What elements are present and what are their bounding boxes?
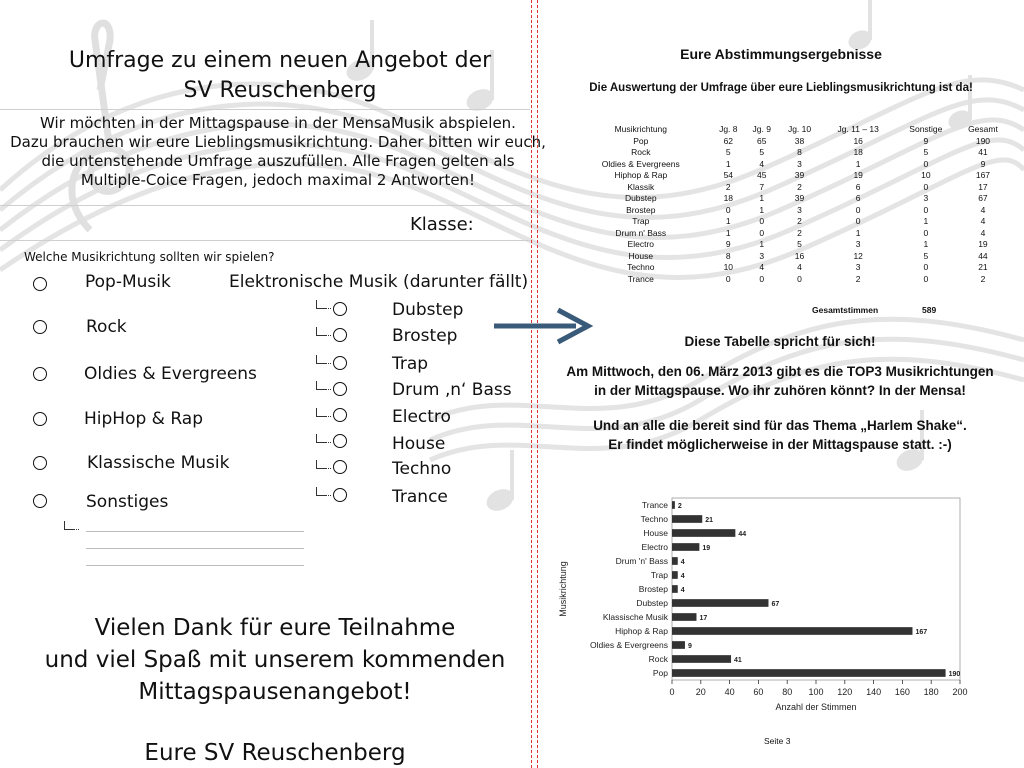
table-header: Jg. 11 – 13 bbox=[837, 123, 879, 134]
option-label-oldies: Oldies & Evergreens bbox=[84, 364, 257, 384]
bar-data-label: 190 bbox=[948, 671, 961, 678]
x-tick-label: 40 bbox=[724, 687, 735, 697]
sub-radio-dnb[interactable] bbox=[333, 382, 347, 396]
table-cell: 10 bbox=[723, 262, 734, 273]
table-cell: 4 bbox=[980, 204, 986, 215]
table-cell: 17 bbox=[978, 181, 988, 192]
announcement-line: Am Mittwoch, den 06. März 2013 gibt es die TOP3 Musikrichtungen bbox=[566, 364, 994, 379]
sub-radio-techno[interactable] bbox=[333, 460, 347, 474]
harlem-note bbox=[536, 416, 1024, 454]
table-cell: 1 bbox=[759, 193, 765, 204]
table-cell: 2 bbox=[797, 181, 802, 192]
table-row bbox=[570, 181, 1010, 193]
bar bbox=[672, 529, 735, 537]
table-row bbox=[570, 170, 1010, 182]
x-tick-label: 180 bbox=[923, 687, 939, 697]
page-number: Seite 3 bbox=[764, 736, 791, 746]
sub-radio-trap[interactable] bbox=[333, 356, 347, 370]
survey-title bbox=[20, 46, 540, 106]
option-label-klassik: Klassische Musik bbox=[87, 453, 230, 473]
x-tick-label: 140 bbox=[866, 687, 882, 697]
x-tick-label: 100 bbox=[808, 687, 824, 697]
sub-radio-electro[interactable] bbox=[333, 408, 347, 422]
sonstiges-write-line[interactable] bbox=[86, 548, 304, 549]
sub-label-trance: Trance bbox=[392, 487, 448, 507]
table-cell: 1 bbox=[923, 239, 929, 250]
intro-line: Dazu brauchen wir eure Lieblingsmusikrichtung. Daher bitten wir euch, bbox=[10, 133, 546, 151]
table-cell: 4 bbox=[797, 262, 802, 273]
table-header: Jg. 8 bbox=[719, 123, 738, 134]
option-label-sonstiges: Sonstiges bbox=[86, 492, 169, 512]
table-cell-genre: Drum n' Bass bbox=[615, 227, 667, 238]
bar-data-label: 4 bbox=[680, 587, 685, 594]
x-tick-label: 20 bbox=[695, 687, 706, 697]
y-category-label: Dubstep bbox=[636, 598, 668, 608]
table-cell: 2 bbox=[855, 273, 861, 284]
y-category-label: Hiphop & Rap bbox=[615, 626, 668, 636]
table-cell: 16 bbox=[794, 250, 805, 261]
table-row bbox=[570, 135, 1010, 147]
x-tick-label: 80 bbox=[782, 687, 793, 697]
table-claim: Diese Tabelle spricht für sich! bbox=[684, 334, 876, 349]
table-cell: 0 bbox=[797, 273, 802, 284]
table-cell: 5 bbox=[759, 147, 765, 158]
table-cell: 2 bbox=[725, 181, 731, 192]
table-cell-genre: Pop bbox=[633, 135, 649, 146]
table-cell: 167 bbox=[975, 170, 991, 181]
table-cell-genre: Brostep bbox=[626, 204, 656, 215]
survey-title-line2: SV Reuschenberg bbox=[183, 78, 377, 103]
table-cell-genre: Hiphop & Rap bbox=[614, 170, 668, 181]
table-cell: 16 bbox=[853, 135, 863, 146]
sub-radio-trance[interactable] bbox=[333, 488, 347, 502]
table-cell: 12 bbox=[853, 250, 863, 261]
table-cell: 7 bbox=[759, 181, 765, 192]
plot-frame bbox=[672, 498, 960, 680]
bar bbox=[672, 585, 678, 593]
table-cell: 1 bbox=[855, 158, 861, 169]
option-radio-hiphop[interactable] bbox=[33, 412, 47, 426]
table-cell: 3 bbox=[797, 158, 802, 169]
option-label-hiphop: HipHop & Rap bbox=[84, 409, 203, 429]
electronic-header: Elektronische Musik (darunter fällt) bbox=[229, 272, 529, 292]
x-tick-label: 200 bbox=[952, 687, 968, 697]
bar-data-label: 21 bbox=[705, 517, 714, 524]
table-cell: 0 bbox=[759, 227, 765, 238]
y-category-label: House bbox=[643, 528, 668, 538]
votes-bar-chart bbox=[552, 494, 972, 726]
option-label-rock: Rock bbox=[86, 317, 127, 337]
table-cell-genre: Rock bbox=[631, 147, 651, 158]
table-row bbox=[570, 250, 1010, 262]
table-cell: 54 bbox=[723, 170, 734, 181]
table-cell: 5 bbox=[797, 239, 802, 250]
sub-radio-dubstep[interactable] bbox=[333, 302, 347, 316]
table-row bbox=[570, 239, 1010, 251]
x-axis-label: Anzahl der Stimmen bbox=[775, 702, 857, 712]
sub-label-house: House bbox=[392, 434, 446, 454]
class-rule bbox=[0, 240, 530, 241]
signature: Eure SV Reuschenberg bbox=[144, 740, 406, 766]
bar bbox=[672, 501, 675, 509]
sub-label-trap: Trap bbox=[392, 354, 429, 374]
question-label: Welche Musikrichtung sollten wir spielen? bbox=[24, 250, 275, 264]
thanks-line: Vielen Dank für eure Teilnahme bbox=[94, 615, 456, 641]
table-cell: 2 bbox=[980, 273, 986, 284]
table-cell: 4 bbox=[759, 262, 765, 273]
table-cell-genre: House bbox=[628, 250, 654, 261]
bar-data-label: 167 bbox=[915, 629, 928, 636]
bar-data-label: 4 bbox=[680, 559, 685, 566]
bar-data-label: 19 bbox=[702, 545, 711, 552]
sub-radio-brostep[interactable] bbox=[333, 328, 347, 342]
table-cell: 2 bbox=[797, 227, 802, 238]
table-cell: 0 bbox=[923, 181, 929, 192]
sonstiges-write-line[interactable] bbox=[86, 565, 304, 566]
sub-connector bbox=[316, 355, 325, 364]
table-cell: 0 bbox=[923, 227, 929, 238]
intro-rule bbox=[0, 205, 530, 206]
table-cell: 6 bbox=[855, 181, 861, 192]
sub-connector bbox=[316, 408, 325, 417]
y-category-label: Oldies & Evergreens bbox=[590, 640, 668, 650]
table-row bbox=[570, 273, 1010, 285]
table-cell: 0 bbox=[923, 262, 929, 273]
table-header: Jg. 10 bbox=[787, 123, 812, 134]
table-cell: 41 bbox=[978, 147, 988, 158]
table-cell: 18 bbox=[723, 193, 734, 204]
x-tick-label: 120 bbox=[837, 687, 853, 697]
bar bbox=[672, 543, 699, 551]
option-label-pop: Pop-Musik bbox=[85, 272, 171, 292]
table-cell: 1 bbox=[725, 227, 731, 238]
table-cell: 0 bbox=[725, 273, 731, 284]
table-cell: 0 bbox=[855, 204, 861, 215]
sub-connector bbox=[316, 487, 325, 496]
intro-line: Wir möchten in der Mittagspause in der MensaMusik abspielen. bbox=[40, 114, 516, 132]
thanks-line: Mittagspausenangebot! bbox=[138, 679, 412, 705]
thanks-line: und viel Spaß mit unserem kommenden bbox=[44, 647, 506, 673]
harlem-line: Er findet möglicherweise in der Mittagspause statt. :-) bbox=[608, 437, 952, 452]
table-cell: 18 bbox=[853, 147, 863, 158]
y-category-label: Electro bbox=[641, 542, 668, 552]
table-cell: 8 bbox=[725, 250, 731, 261]
y-category-label: Trap bbox=[650, 570, 668, 580]
table-cell-genre: Electro bbox=[627, 239, 655, 250]
table-row bbox=[570, 204, 1010, 216]
y-axis-label: Musikrichtung bbox=[558, 561, 568, 617]
table-cell: 0 bbox=[725, 204, 731, 215]
table-cell: 1 bbox=[759, 204, 765, 215]
y-category-label: Klassische Musik bbox=[602, 612, 668, 622]
bar-data-label: 9 bbox=[687, 643, 692, 650]
table-cell: 19 bbox=[853, 170, 863, 181]
table-row bbox=[570, 147, 1010, 159]
table-cell: 6 bbox=[855, 193, 861, 204]
x-tick-label: 60 bbox=[753, 687, 764, 697]
table-header: Jg. 9 bbox=[752, 123, 771, 134]
y-category-label: Brostep bbox=[638, 584, 668, 594]
table-header: Gesamt bbox=[968, 123, 998, 134]
sub-label-electro: Electro bbox=[392, 407, 451, 427]
table-cell: 3 bbox=[759, 250, 765, 261]
sub-label-dubstep: Dubstep bbox=[392, 300, 464, 320]
class-label: Klasse: bbox=[410, 214, 474, 235]
table-row bbox=[570, 262, 1010, 274]
table-cell: 65 bbox=[757, 135, 767, 146]
table-row bbox=[570, 227, 1010, 239]
table-header: Sonstige bbox=[909, 123, 943, 134]
y-category-label: Pop bbox=[652, 668, 668, 678]
table-cell: 62 bbox=[723, 135, 734, 146]
bar-data-label: 41 bbox=[734, 657, 742, 664]
table-cell: 0 bbox=[923, 158, 929, 169]
sub-radio-house[interactable] bbox=[333, 434, 347, 448]
option-radio-pop[interactable] bbox=[33, 277, 47, 291]
sub-connector bbox=[316, 460, 325, 469]
results-table bbox=[570, 122, 1010, 285]
sub-connector bbox=[316, 300, 325, 309]
survey-title-line1: Umfrage zu einem neuen Angebot der bbox=[68, 48, 492, 73]
sonstiges-write-line[interactable] bbox=[86, 531, 304, 532]
survey-intro bbox=[10, 114, 546, 190]
intro-line: die untenstehende Umfrage auszufüllen. Alle Fragen gelten als bbox=[41, 152, 515, 170]
announcement bbox=[536, 362, 1024, 400]
thanks-message bbox=[30, 612, 520, 708]
table-cell: 2 bbox=[797, 216, 802, 227]
y-category-label: Trance bbox=[641, 500, 668, 510]
title-rule bbox=[0, 109, 530, 110]
x-tick-label: 0 bbox=[669, 687, 675, 697]
bar bbox=[672, 613, 696, 621]
bar bbox=[672, 599, 768, 607]
table-cell: 9 bbox=[725, 239, 731, 250]
sub-connector bbox=[316, 327, 325, 336]
table-cell-genre: Techno bbox=[627, 262, 655, 273]
bar bbox=[672, 515, 702, 523]
y-category-label: Techno bbox=[640, 514, 668, 524]
table-row bbox=[570, 158, 1010, 170]
sub-label-techno: Techno bbox=[392, 459, 452, 479]
x-tick-label: 160 bbox=[894, 687, 910, 697]
option-radio-oldies[interactable] bbox=[33, 367, 47, 381]
bar bbox=[672, 655, 731, 663]
results-subheading: Die Auswertung der Umfrage über eure Lieblingsmusikrichtung ist da! bbox=[589, 82, 973, 94]
table-cell-genre: Trap bbox=[632, 216, 650, 227]
table-row bbox=[570, 193, 1010, 205]
bar-data-label: 2 bbox=[677, 503, 682, 510]
bar-data-label: 67 bbox=[771, 601, 780, 608]
table-cell: 1 bbox=[725, 158, 731, 169]
table-cell-genre: Dubstep bbox=[624, 193, 657, 204]
table-cell-genre: Oldies & Evergreens bbox=[601, 158, 680, 169]
bar-data-label: 4 bbox=[680, 573, 685, 580]
table-cell: 190 bbox=[975, 135, 991, 146]
sub-connector bbox=[316, 381, 325, 390]
table-cell: 38 bbox=[794, 135, 805, 146]
table-cell: 0 bbox=[855, 216, 861, 227]
sub-label-dnb: Drum ‚n‘ Bass bbox=[392, 380, 512, 400]
table-cell: 44 bbox=[978, 250, 988, 261]
table-cell: 9 bbox=[923, 135, 929, 146]
bar bbox=[672, 557, 678, 565]
table-cell: 0 bbox=[759, 273, 765, 284]
table-cell: 3 bbox=[797, 204, 802, 215]
table-cell: 5 bbox=[923, 250, 929, 261]
sub-label-brostep: Brostep bbox=[392, 326, 458, 346]
table-cell: 4 bbox=[980, 216, 986, 227]
total-votes-value: 589 bbox=[922, 305, 937, 315]
total-votes-label: Gesamtstimmen bbox=[812, 305, 879, 315]
table-cell: 8 bbox=[797, 147, 802, 158]
harlem-line: Und an alle die bereit sind für das Thema „Harlem Shake“. bbox=[593, 418, 967, 433]
table-cell: 1 bbox=[923, 216, 929, 227]
table-cell: 4 bbox=[759, 158, 765, 169]
table-cell: 3 bbox=[855, 239, 861, 250]
option-radio-rock[interactable] bbox=[33, 320, 47, 334]
bar-data-label: 17 bbox=[699, 615, 708, 622]
table-cell: 0 bbox=[923, 273, 929, 284]
bar bbox=[672, 627, 912, 635]
table-cell: 39 bbox=[794, 193, 805, 204]
sonstiges-connector bbox=[64, 521, 73, 530]
table-cell-genre: Klassik bbox=[627, 181, 655, 192]
table-cell: 39 bbox=[794, 170, 805, 181]
sub-connector bbox=[316, 434, 325, 443]
option-radio-klassik[interactable] bbox=[33, 456, 47, 470]
table-row bbox=[570, 216, 1010, 228]
table-cell: 19 bbox=[978, 239, 988, 250]
table-cell: 10 bbox=[921, 170, 931, 181]
announcement-line: in der Mittagspause. Wo ihr zuhören könnt? In der Mensa! bbox=[594, 383, 966, 398]
table-cell: 67 bbox=[978, 193, 988, 204]
y-category-label: Rock bbox=[648, 654, 668, 664]
table-cell: 21 bbox=[978, 262, 988, 273]
table-cell: 1 bbox=[725, 216, 731, 227]
bar bbox=[672, 641, 685, 649]
table-cell: 5 bbox=[725, 147, 731, 158]
table-header: Musikrichtung bbox=[614, 123, 667, 134]
bar bbox=[672, 669, 946, 677]
table-cell: 3 bbox=[855, 262, 861, 273]
table-cell: 5 bbox=[923, 147, 929, 158]
option-radio-sonstiges[interactable] bbox=[33, 494, 47, 508]
table-cell: 4 bbox=[980, 227, 986, 238]
bar-data-label: 44 bbox=[738, 531, 747, 538]
results-heading: Eure Abstimmungsergebnisse bbox=[680, 46, 882, 62]
intro-line: Multiple-Coice Fragen, jedoch maximal 2 Antworten! bbox=[80, 171, 476, 189]
bar bbox=[672, 571, 678, 579]
table-cell: 3 bbox=[923, 193, 929, 204]
table-cell: 1 bbox=[855, 227, 861, 238]
table-cell: 1 bbox=[759, 239, 765, 250]
y-category-label: Drum 'n' Bass bbox=[615, 556, 668, 566]
table-cell: 45 bbox=[757, 170, 767, 181]
table-header-row bbox=[570, 122, 1010, 135]
table-cell: 0 bbox=[759, 216, 765, 227]
table-cell: 9 bbox=[980, 158, 986, 169]
table-cell: 0 bbox=[923, 204, 929, 215]
table-cell-genre: Trance bbox=[627, 273, 654, 284]
